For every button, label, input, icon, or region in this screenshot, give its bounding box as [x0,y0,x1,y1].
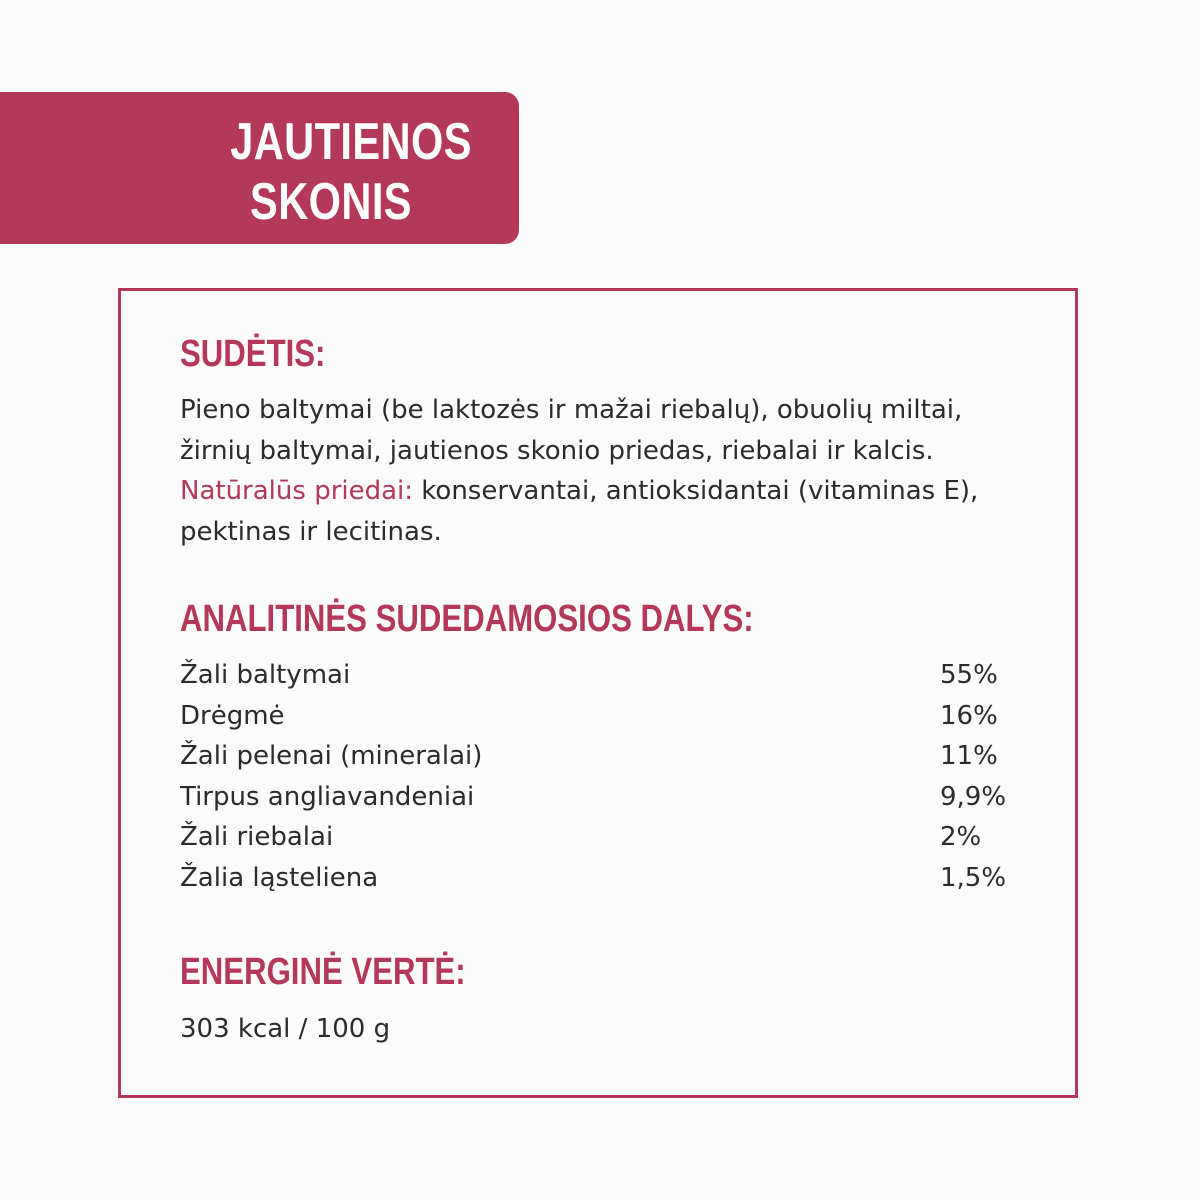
product-title-line-2: SKONIS [250,173,412,231]
analysis-value: 11% [940,741,998,772]
composition-heading: SUDĖTIS: [180,333,326,375]
analysis-name: Žali riebalai [180,822,334,853]
analysis-name: Žalia ląsteliena [180,862,379,893]
analysis-list [180,655,1010,899]
energy-value: 303 kcal / 100 g [180,1014,391,1044]
composition-ingredients: Pieno baltymai (be laktozės ir mažai riebalų), obuolių miltai, žirnių baltymai, jautienos skonio priedas, riebalai ir kalcis. [180,395,963,466]
analysis-row-crude-fibre [180,858,1010,899]
composition-text [180,390,1040,552]
product-title [230,112,472,232]
analysis-value: 1,5% [940,862,1007,893]
analysis-value: 16% [940,700,998,731]
analysis-row-crude-protein [180,655,1010,696]
analysis-name: Tirpus angliavandeniai [180,781,475,812]
analysis-value: 55% [940,660,998,690]
analysis-heading: ANALITINĖS SUDEDAMOSIOS DALYS: [180,598,754,640]
analysis-value: 9,9% [940,781,1007,812]
energy-heading: ENERGINĖ VERTĖ: [180,951,466,993]
product-title-line-1: JAUTIENOS [230,113,472,171]
natural-additives-text: konservantai, antioksidantai (vitaminas E), pektinas ir lecitinas. [180,476,979,547]
analysis-name: Žali pelenai (mineralai) [180,741,483,772]
analysis-row-soluble-carbohydrates [180,777,1010,818]
analysis-value: 2% [940,822,982,853]
analysis-name: Žali baltymai [180,660,351,690]
analysis-row-crude-ash [180,736,1010,777]
analysis-row-moisture [180,696,1010,737]
analysis-row-crude-fat [180,817,1010,858]
analysis-name: Drėgmė [180,700,285,731]
natural-additives-label: Natūralūs priedai: [180,476,414,506]
